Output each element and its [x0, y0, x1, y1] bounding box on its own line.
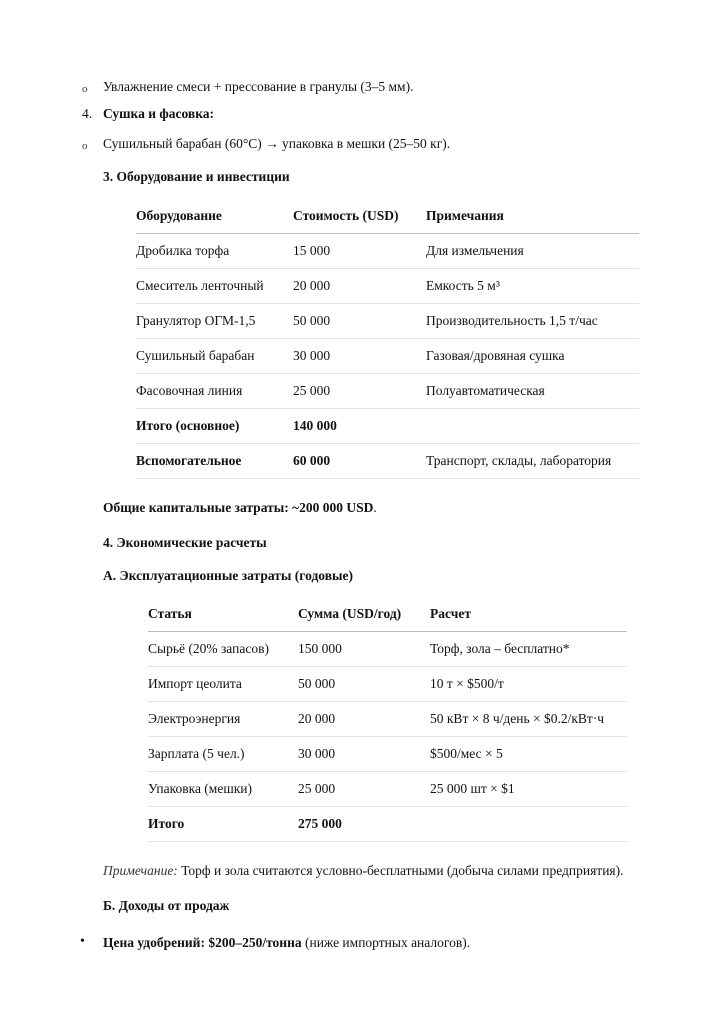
note-label: Примечание: [103, 863, 178, 878]
subsection-heading-opex: А. Эксплуатационные затраты (годовые) [103, 568, 354, 583]
list-bullet: o [82, 83, 88, 95]
price-line [103, 935, 470, 951]
table-row [136, 234, 639, 269]
table-cell: 50 000 [298, 667, 430, 702]
table-cell: Производительность 1,5 т/час [426, 304, 639, 339]
table-cell: Электроэнергия [148, 702, 298, 737]
table-cell: Упаковка (мешки) [148, 772, 298, 807]
total-capex-line [103, 500, 377, 516]
table-cell: 25 000 шт × $1 [430, 772, 627, 807]
table-cell: Смеситель ленточный [136, 269, 293, 304]
table-row [148, 737, 627, 772]
opex-table [148, 597, 627, 842]
table-header-cell: Статья [148, 597, 298, 632]
bullet-dot-icon: • [80, 934, 85, 949]
table-cell: 275 000 [298, 807, 430, 842]
table-row-subtotal [136, 409, 639, 444]
table-cell: 25 000 [293, 374, 426, 409]
table-row [148, 772, 627, 807]
table-header-cell: Примечания [426, 199, 639, 234]
table-cell: 140 000 [293, 409, 426, 444]
table-cell: Вспомогательное [136, 444, 293, 479]
list-item-heading: Сушка и фасовка: [103, 106, 215, 121]
table-cell [426, 409, 639, 444]
table-cell: Сушильный барабан [136, 339, 293, 374]
table-cell: Газовая/дровяная сушка [426, 339, 639, 374]
table-cell: Гранулятор ОГМ-1,5 [136, 304, 293, 339]
table-cell: 20 000 [293, 269, 426, 304]
section-heading-equipment: 3. Оборудование и инвестиции [103, 169, 290, 184]
table-cell: Дробилка торфа [136, 234, 293, 269]
table-row [136, 269, 639, 304]
table-cell: 60 000 [293, 444, 426, 479]
table-header-row [148, 597, 627, 632]
table-row [136, 374, 639, 409]
table-cell: Торф, зола – бесплатно* [430, 632, 627, 667]
table-cell: Емкость 5 м³ [426, 269, 639, 304]
table-cell: 15 000 [293, 234, 426, 269]
total-capex-label: Общие капитальные затраты: ~200 000 USD [103, 500, 374, 515]
table-cell: Фасовочная линия [136, 374, 293, 409]
table-cell: Полуавтоматическая [426, 374, 639, 409]
table-cell: $500/мес × 5 [430, 737, 627, 772]
table-cell: Для измельчения [426, 234, 639, 269]
subsection-heading-revenue: Б. Доходы от продаж [103, 898, 230, 913]
table-row [136, 304, 639, 339]
table-cell: Импорт цеолита [148, 667, 298, 702]
table-header-cell: Расчет [430, 597, 627, 632]
table-cell: 30 000 [293, 339, 426, 374]
table-cell: 50 000 [293, 304, 426, 339]
list-number: 4. [82, 106, 93, 121]
section-heading-economics: 4. Экономические расчеты [103, 535, 267, 550]
table-header-cell: Стоимость (USD) [293, 199, 426, 234]
table-cell: Итого (основное) [136, 409, 293, 444]
table-row [148, 667, 627, 702]
table-cell: Зарплата (5 чел.) [148, 737, 298, 772]
note-line [103, 863, 624, 879]
table-cell: Итого [148, 807, 298, 842]
price-label: Цена удобрений: $200–250/тонна [103, 935, 302, 950]
table-header-cell: Оборудование [136, 199, 293, 234]
list-item-text: Увлажнение смеси + прессование в гранулы (3–5 мм). [103, 79, 414, 94]
table-cell: 50 кВт × 8 ч/день × $0.2/кВт·ч [430, 702, 627, 737]
table-cell: Транспорт, склады, лаборатория [426, 444, 639, 479]
table-cell: 20 000 [298, 702, 430, 737]
table-row [136, 339, 639, 374]
table-row [148, 632, 627, 667]
equipment-table [136, 199, 639, 479]
table-row [148, 702, 627, 737]
table-cell: 150 000 [298, 632, 430, 667]
table-header-cell: Сумма (USD/год) [298, 597, 430, 632]
table-cell: 25 000 [298, 772, 430, 807]
price-tail: (ниже импортных аналогов). [301, 935, 471, 950]
table-cell: 30 000 [298, 737, 430, 772]
table-header-row [136, 199, 639, 234]
table-cell: 10 т × $500/т [430, 667, 627, 702]
note-text: Торф и зола считаются условно-бесплатными (добыча силами предприятия). [177, 863, 624, 878]
table-row-total [148, 807, 627, 842]
list-item-text: Сушильный барабан (60°C) → упаковка в мешки (25–50 кг). [103, 136, 451, 151]
table-row-auxiliary [136, 444, 639, 479]
total-capex-tail: . [373, 500, 377, 515]
list-bullet: o [82, 140, 88, 152]
table-cell: Сырьё (20% запасов) [148, 632, 298, 667]
table-cell [430, 807, 627, 842]
